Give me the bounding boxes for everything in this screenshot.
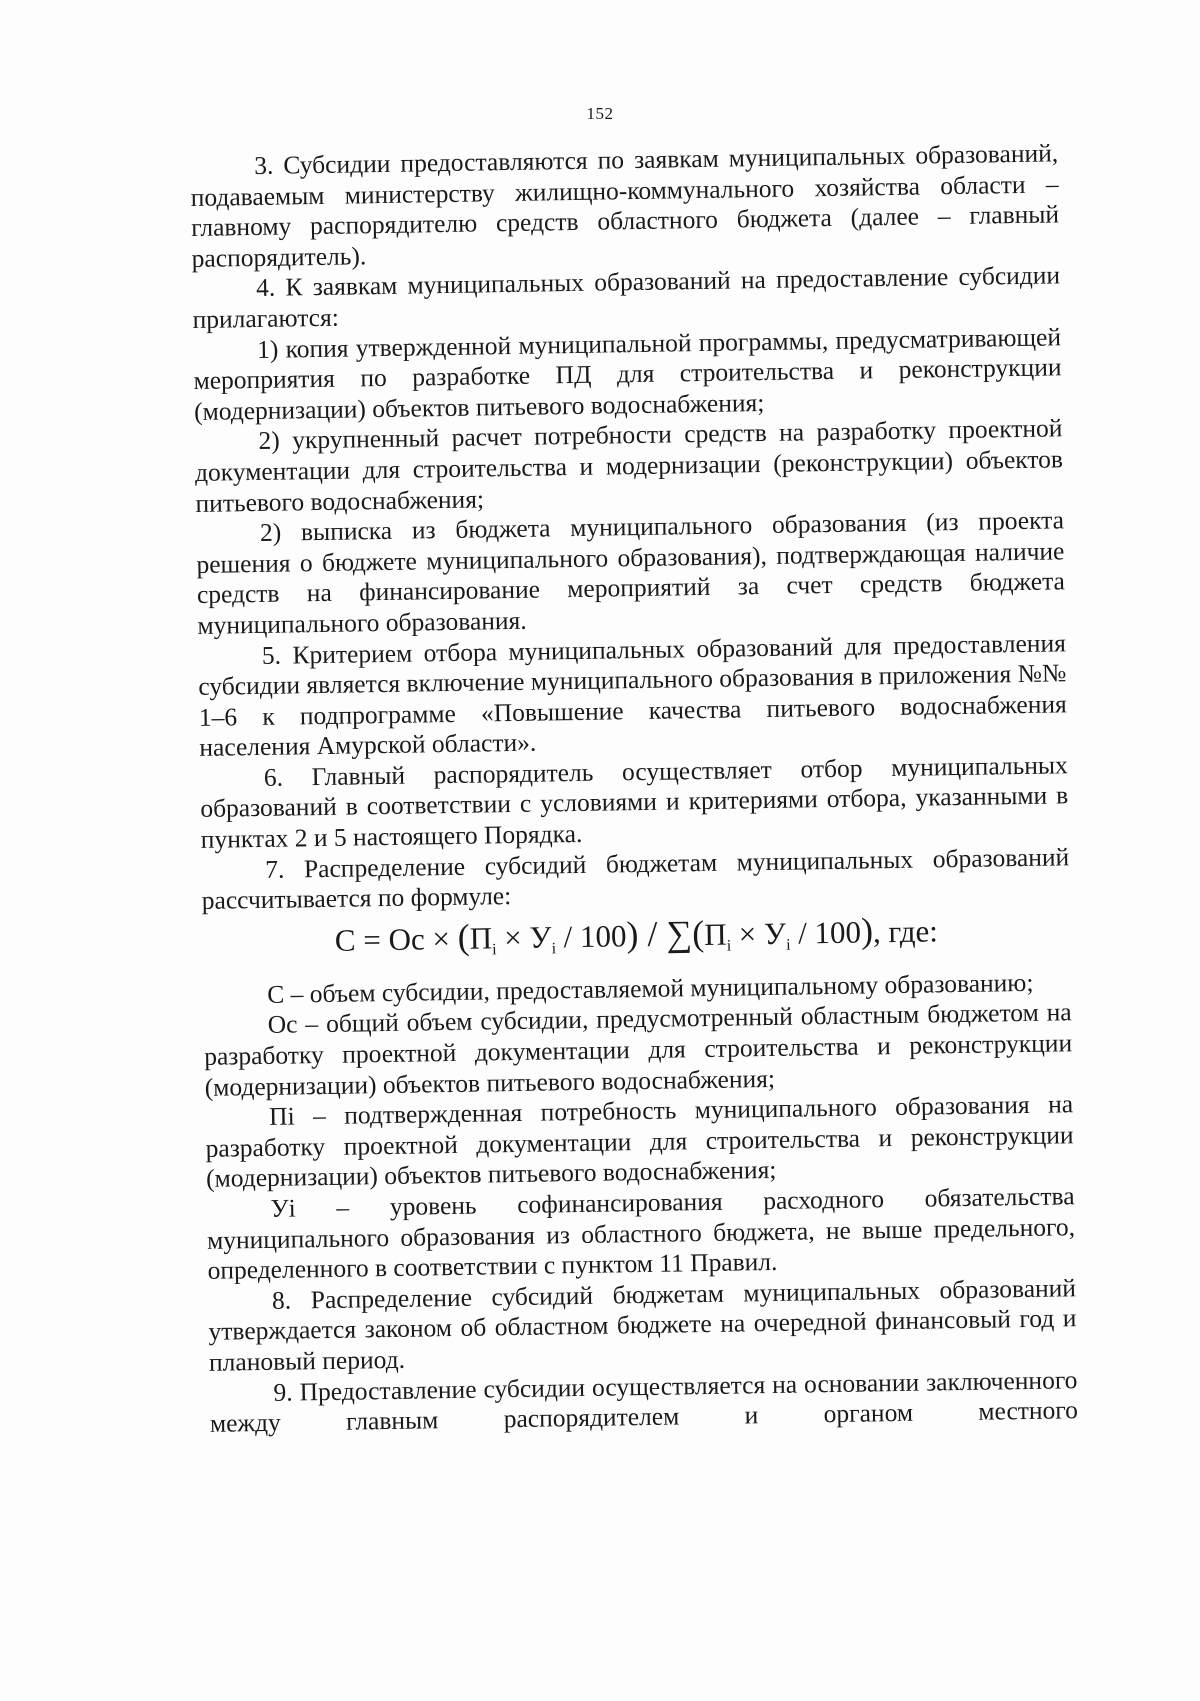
formula-subscript-i-2: i [551,940,557,958]
formula-slash: / [638,913,667,954]
paragraph-4-item-3: 2) выписка из бюджета муниципального образования (из проекта решения о бюджете муниципального образования), подтверждающая наличие средств на финансирование мероприятий за счет средств бюджета муниципального образования. [196,505,1066,640]
definition-pi: Пi – подтвержденная потребность муниципального образования на разработку проектной документации для строительства и реконструкции (модернизации) объектов питьевого водоснабжения; [205,1089,1074,1194]
formula-tail: , где: [872,913,939,950]
paragraph-8: 8. Распределение субсидий бюджетам муниципальных образований утверждается законом об областном бюджете на очередной финансовый год и плановый период. [208,1273,1077,1377]
formula-div-1: / 100 [555,918,627,955]
page-number: 152 [586,104,614,123]
document-body [190,138,1078,1439]
formula-p-2: П [703,916,727,952]
definition-oc: Ос – общий объем субсидии, предусмотренный областным бюджетом на разработку проектной документации для строительства и реконструкции (модернизации) объектов питьевого водоснабжения; [203,997,1073,1102]
distribution-formula [202,907,1071,975]
formula-times-u-1: × У [496,919,552,956]
paragraph-6: 6. Главный распорядитель осуществляет отбор муниципальных образований в соответствии с условиями и критериями отбора, указанными в пунктах 2 и 5 настоящего Порядка. [200,750,1069,854]
formula-close-paren-2: ) [860,910,874,951]
formula-times-u-2: × У [730,915,787,952]
formula-subscript-i-1: i [492,941,497,959]
formula-open-paren-2: ( [691,912,705,954]
formula-sigma: ∑ [666,913,693,954]
paragraph-4: 4. К заявкам муниципальных образований на предоставление субсидии прилагаются: [192,260,1061,334]
paragraph-5: 5. Критерием отбора муниципальных образований для предоставления субсидии является включение муниципального образования в приложения №№ 1–6 к подпрограмме «Повышение качества питьевого водоснабжения населения Амурской области». [198,627,1067,763]
paragraph-4-item-1: 1) копия утвержденной муниципальной программы, предусматривающей мероприятия по разработке ПД для строительства и реконструкции (модернизации) объектов питьевого водоснабжения; [193,321,1062,426]
formula-lhs: С = Ос × [334,920,451,958]
paragraph-3: 3. Субсидии предоставляются по заявкам муниципальных образований, подаваемым министерству жилищно-коммунального хозяйства области – главному распорядителю средств областного бюджета (далее – главный распорядитель). [190,138,1060,273]
formula-close-paren-1: ) [626,913,639,955]
definition-ui: Уi – уровень софинансирования расходного обязательства муниципального образования из областного бюджета, не выше предельного, определенного в соответствии с пунктом 11 Правил. [206,1181,1076,1286]
formula-open-paren-1: ( [457,916,470,957]
formula-subscript-i-4: i [786,936,791,954]
formula-div-2: / 100 [790,914,862,951]
formula-subscript-i-3: i [726,937,732,955]
formula-p-1: П [469,920,493,956]
definition-c: С – объем субсидии, предоставляемой муниципальному образованию; [267,967,1034,1009]
paragraph-9: 9. Предоставление субсидии осуществляется на основании заключенного между главным распорядителем и органом местного [209,1364,1079,1438]
paragraph-7: 7. Распределение субсидий бюджетам муниципальных образований рассчитывается по формуле: [201,841,1070,916]
paragraph-4-item-2: 2) укрупненный расчет потребности средств на разработку проектной документации для строительства и модернизации (реконструкции) объектов питьевого водоснабжения; [194,413,1064,518]
